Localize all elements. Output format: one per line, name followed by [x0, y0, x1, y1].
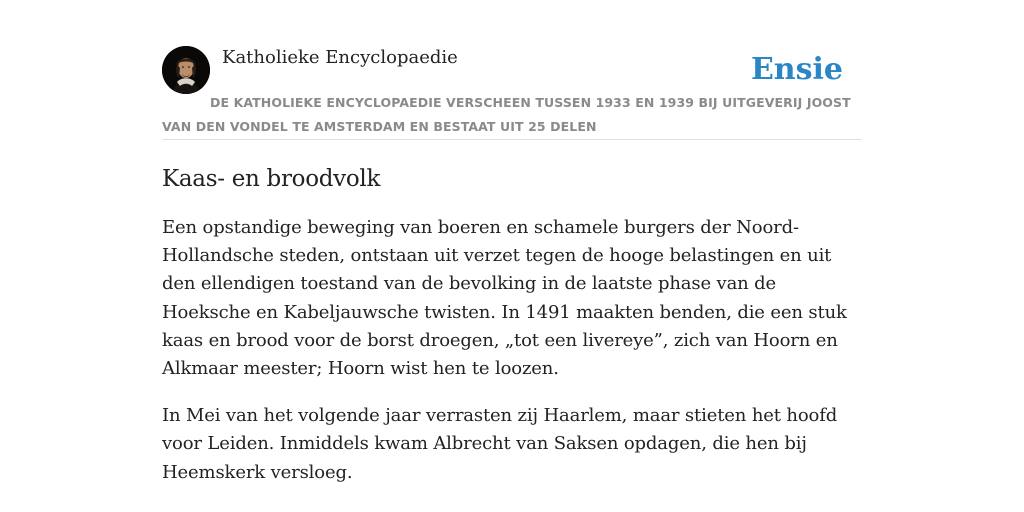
- header-divider: [162, 139, 862, 140]
- article-paragraph: Een opstandige beweging van boeren en schamele burgers der Noord-Hollandsche steden, ontstaan uit verzet tegen de hooge belastingen en uit den ellendigen toestand van de bevolking in de laatste phase van de Hoeksche en Kabeljauwsche twisten. In 1491 maakten benden, die een stuk kaas en brood voor de borst droegen, „tot een livereye”, zich van Hoorn en Alkmaar meester; Hoorn wist hen te loozen.: [162, 217, 847, 380]
- site-title[interactable]: Katholieke Encyclopaedie: [222, 47, 458, 68]
- portrait-icon: [162, 46, 210, 94]
- article-paragraph: In Mei van het volgende jaar verrasten zij Haarlem, maar stieten het hoofd voor Leiden. Inmiddels kwam Albrecht van Saksen opdagen, die hen bij Heemskerk versloeg.: [162, 405, 838, 483]
- site-subtitle: DE KATHOLIEKE ENCYCLOPAEDIE VERSCHEEN TUSSEN 1933 EN 1939 BIJ UITGEVERIJ JOOST VAN DEN VONDEL TE AMSTERDAM EN BESTAAT UIT 25 DELEN: [162, 95, 851, 134]
- article-title: Kaas- en broodvolk: [162, 166, 381, 192]
- ensie-logo-link[interactable]: Ensie: [750, 52, 843, 87]
- article: [162, 160, 862, 487]
- portrait-avatar[interactable]: [162, 46, 210, 94]
